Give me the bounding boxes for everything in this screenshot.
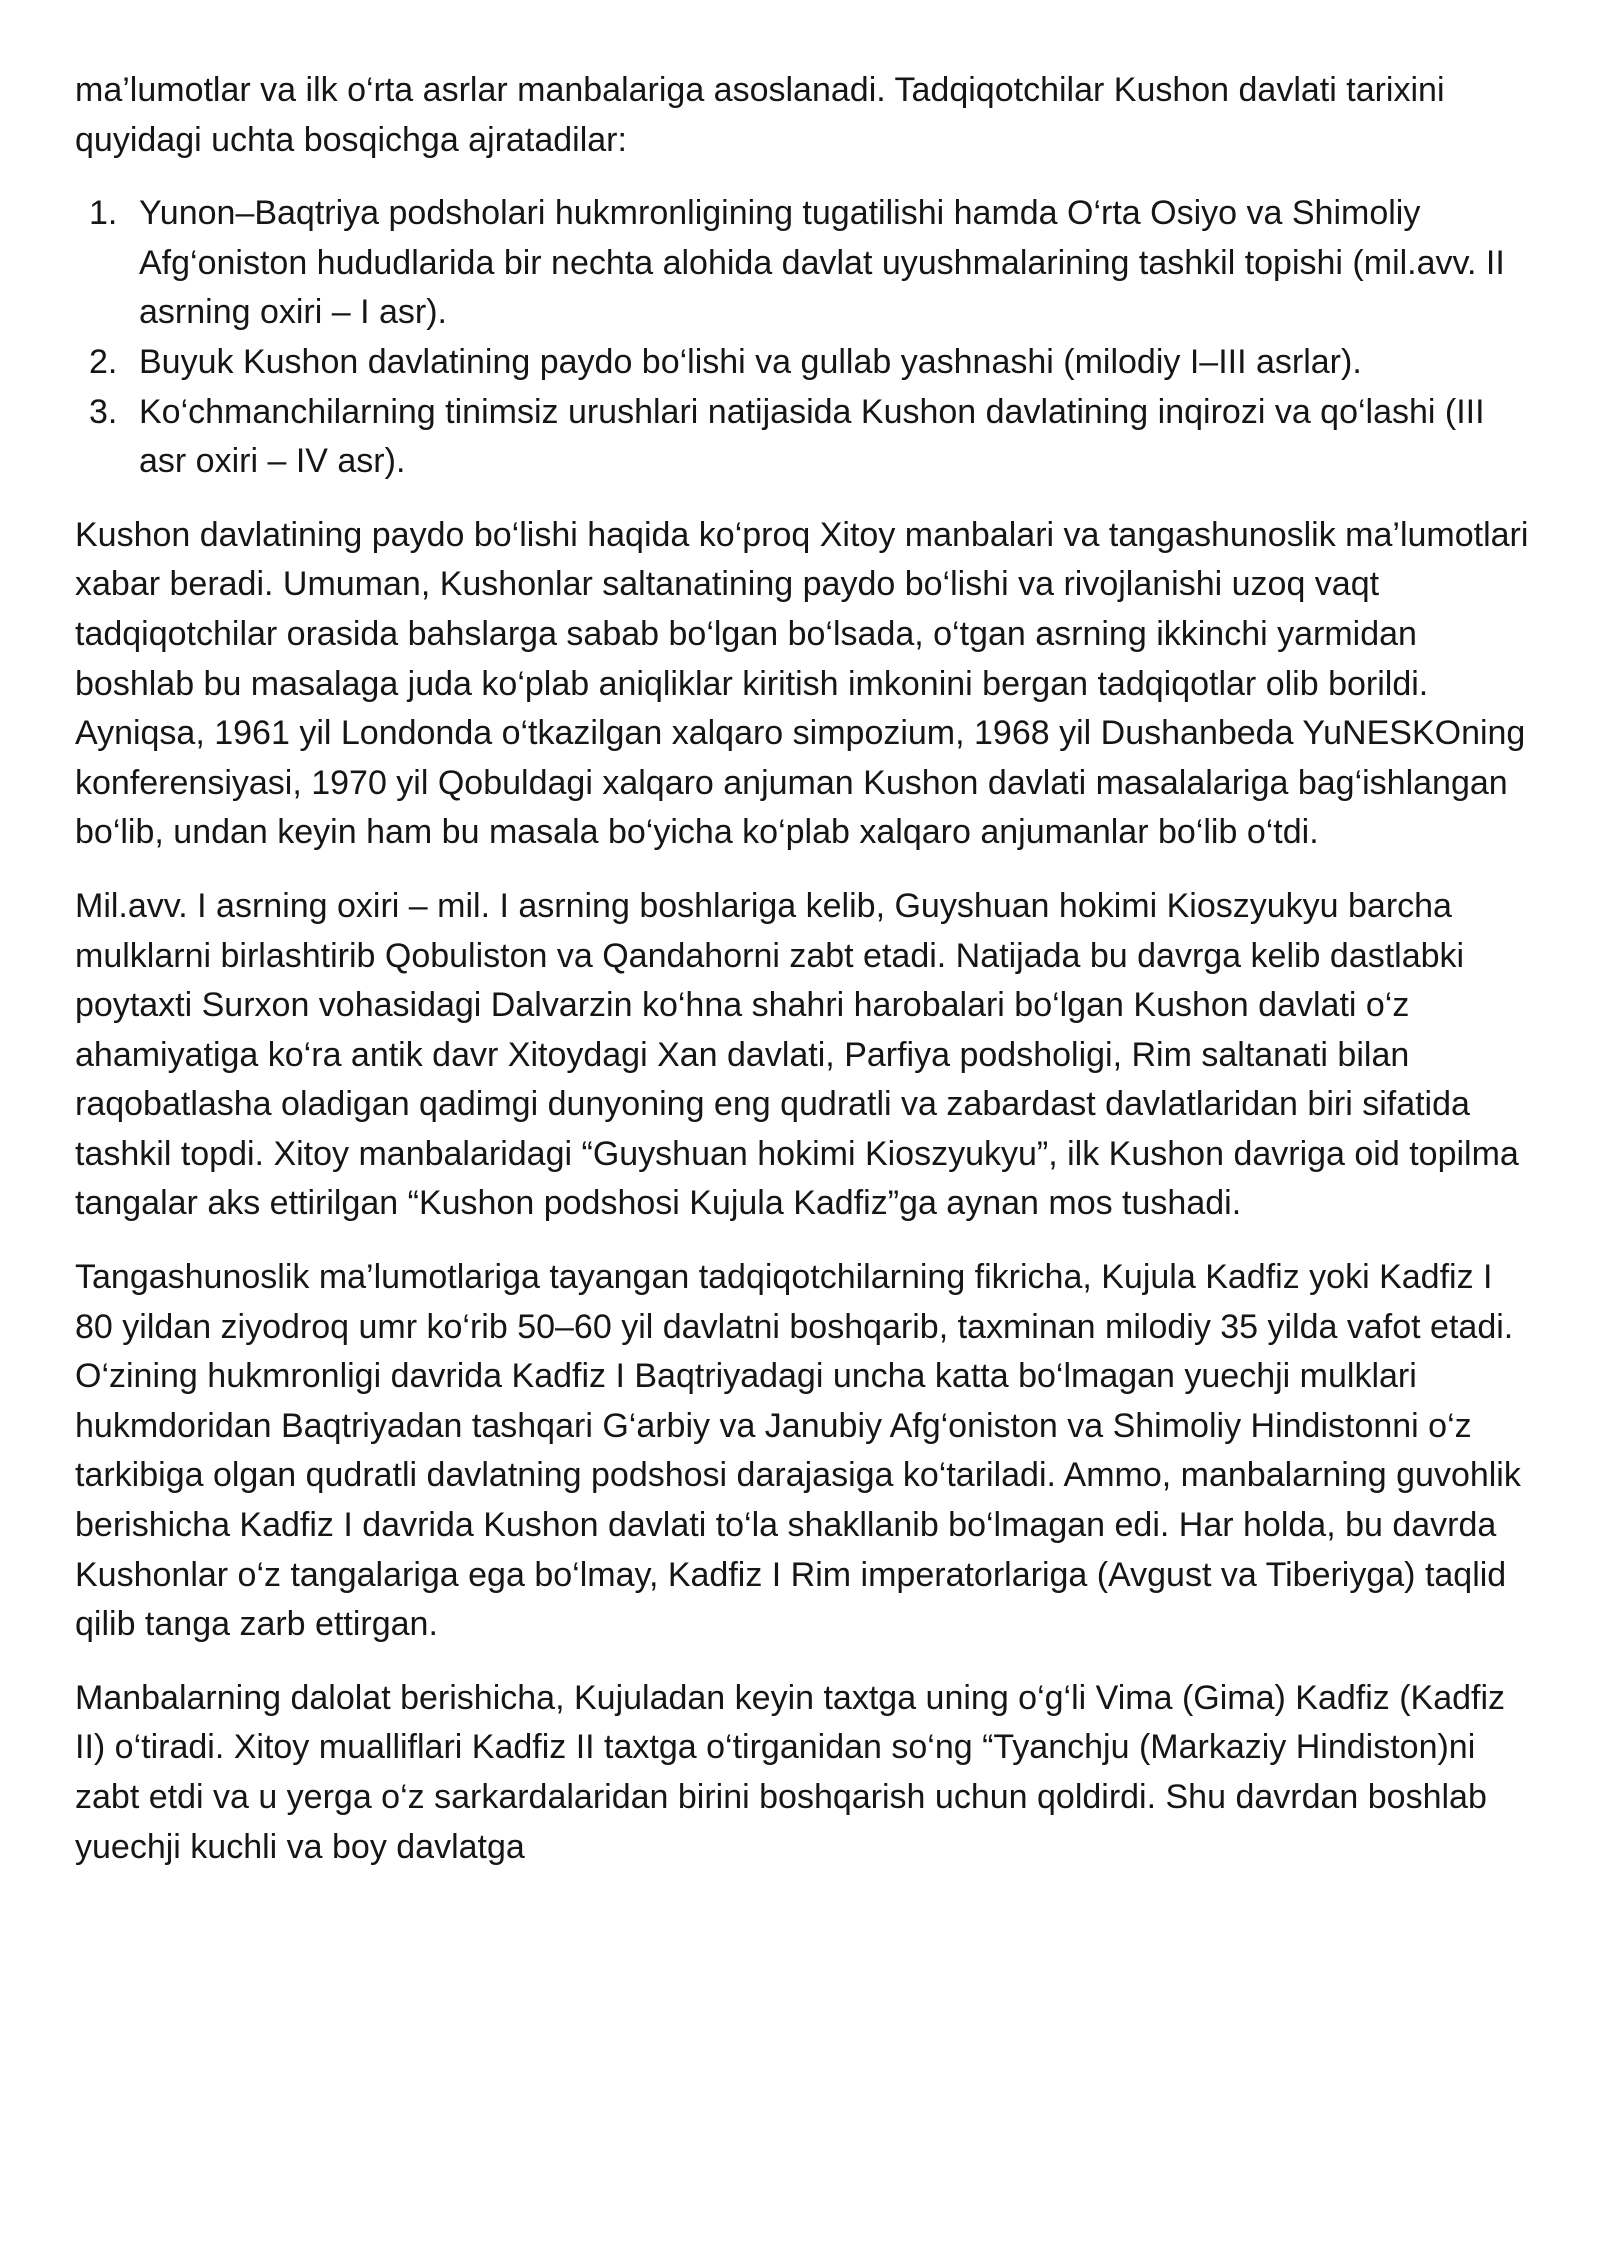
list-item: [89, 338, 1535, 388]
list-number: 2.: [89, 342, 118, 381]
list-item: [89, 388, 1535, 487]
intro-paragraph: ma’lumotlar va ilk o‘rta asrlar manbalariga asoslanadi. Tadqiqotchilar Kushon davlati tarixini quyidagi uchta bosqichga ajratadilar:: [75, 71, 1445, 159]
paragraph-kadfiz-ii: Manbalarning dalolat berishicha, Kujuladan keyin taxtga uning o‘g‘li Vima (Gima) Kadfiz (Kadfiz II) o‘tiradi. Xitoy mualliflari Kadfiz II taxtga o‘tirganidan so‘ng “Tyanchju (Markaziy Hindiston)ni zabt etdi va u yerga o‘z sarkardalaridan birini boshqarish uchun qoldirdi. Shu davrdan boshlab yuechji kuchli va boy davlatga: [75, 1678, 1506, 1866]
list-item-text: Buyuk Kushon davlatining paydo bo‘lishi va gullab yashnashi (milodiy I–III asrlar).: [139, 342, 1362, 381]
list-number: 3.: [89, 392, 118, 431]
list-item-text: Ko‘chmanchilarning tinimsiz urushlari natijasida Kushon davlatining inqirozi va qo‘lashi (III asr oxiri – IV asr).: [139, 392, 1485, 481]
list-item-text: Yunon–Baqtriya podsholari hukmronligining tugatilishi hamda O‘rta Osiyo va Shimoliy Afg‘oniston hududlarida bir nechta alohida davlat uyushmalarining tashkil topishi (mil.avv. II asrning oxiri – I asr).: [139, 194, 1505, 332]
document-page: [75, 66, 1535, 1896]
paragraph-kadfiz-i: Tangashunoslik ma’lumotlariga tayangan tadqiqotchilarning fikricha, Kujula Kadfiz yoki Kadfiz I 80 yildan ziyodroq umr ko‘rib 50–60 yil davlatni boshqarib, taxminan milodiy 35 yilda vafot etadi. O‘zining hukmronligi davrida Kadfiz I Baqtriyadagi uncha katta bo‘lmagan yuechji mulklari hukmdoridan Baqtriyadan tashqari G‘arbiy va Janubiy Afg‘oniston va Shimoliy Hindistonni o‘z tarkibiga olgan qudratli davlatning podshosi darajasiga ko‘tariladi. Ammo, manbalarning guvohlik berishicha Kadfiz I davrida Kushon davlati to‘la shakllanib bo‘lmagan edi. Har holda, bu davrda Kushonlar o‘z tangalariga ega bo‘lmay, Kadfiz I Rim imperatorlariga (Avgust va Tiberiyga) taqlid qilib tanga zarb ettirgan.: [75, 1258, 1521, 1644]
paragraph-kioszyukyu: Mil.avv. I asrning oxiri – mil. I asrning boshlariga kelib, Guyshuan hokimi Kioszyukyu barcha mulklarni birlashtirib Qobuliston va Qandahorni zabt etadi. Natijada bu davrga kelib dastlabki poytaxti Surxon vohasidagi Dalvarzin ko‘hna shahri harobalari bo‘lgan Kushon davlati o‘z ahamiyatiga ko‘ra antik davr Xitoydagi Xan davlati, Parfiya podsholigi, Rim saltanati bilan raqobatlasha oladigan qadimgi dunyoning eng qudratli va zabardast davlatlaridan biri sifatida tashkil topdi. Xitoy manbalaridagi “Guyshuan hokimi Kioszyukyu”, ilk Kushon davriga oid topilma tangalar aks ettirilgan “Kushon podshosi Kujula Kadfiz”ga aynan mos tushadi.: [75, 886, 1519, 1223]
stages-list: [75, 189, 1535, 487]
list-item: [89, 189, 1535, 338]
list-number: 1.: [89, 194, 118, 233]
paragraph-kushon-origin: Kushon davlatining paydo bo‘lishi haqida ko‘proq Xitoy manbalari va tangashunoslik ma’lumotlari xabar beradi. Umuman, Kushonlar saltanatining paydo bo‘lishi va rivojlanishi uzoq vaqt tadqiqotchilar orasida bahslarga sabab bo‘lgan bo‘lsada, o‘tgan asrning ikkinchi yarmidan boshlab bu masalaga juda ko‘plab aniqliklar kiritish imkonini bergan tadqiqotlar olib borildi. Ayniqsa, 1961 yil Londonda o‘tkazilgan xalqaro simpozium, 1968 yil Dushanbeda YuNESKOning konferensiyasi, 1970 yil Qobuldagi xalqaro anjuman Kushon davlati masalalariga bag‘ishlangan bo‘lib, undan keyin ham bu masala bo‘yicha ko‘plab xalqaro anjumanlar bo‘lib o‘tdi.: [75, 515, 1529, 852]
